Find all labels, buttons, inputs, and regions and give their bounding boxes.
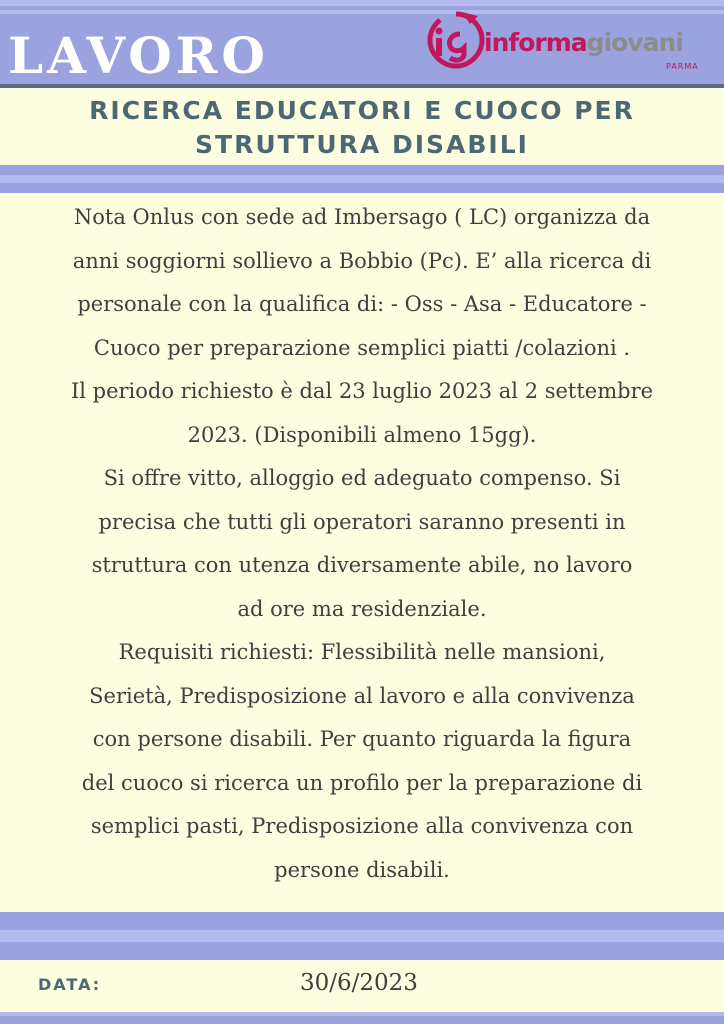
description-line: Si offre vitto, alloggio ed adeguato compenso. Si bbox=[103, 466, 621, 490]
description-line: Nota Onlus con sede ad Imbersago ( LC) organizza da bbox=[73, 205, 651, 229]
description-line: personale con la qualifica di: - Oss - Asa - Educatore - bbox=[77, 292, 647, 316]
band-stripe bbox=[0, 175, 724, 183]
logo-mark-icon bbox=[426, 10, 486, 70]
band-stripe bbox=[0, 930, 724, 942]
job-title bbox=[40, 94, 684, 162]
footer-band bbox=[0, 912, 724, 960]
logo-text-giovani: giovani bbox=[586, 28, 683, 57]
description-line: del cuoco si ricerca un profilo per la preparazione di bbox=[81, 770, 643, 795]
description-line: semplici pasti, Predisposizione alla convivenza con bbox=[90, 814, 634, 838]
description-line: Cuoco per preparazione semplici piatti /colazioni . bbox=[93, 335, 631, 360]
logo-subtext: PARMA bbox=[666, 62, 699, 71]
header-bar bbox=[0, 0, 724, 88]
date-value: 30/6/2023 bbox=[300, 970, 418, 996]
band-stripe bbox=[0, 1012, 724, 1016]
description-line: 2023. (Disponibili almeno 15gg). bbox=[187, 422, 537, 447]
description-line: Serietà, Predisposizione al lavoro e alla convivenza bbox=[89, 683, 635, 708]
job-title-line: STRUTTURA DISABILI bbox=[195, 130, 529, 159]
date-label: DATA: bbox=[38, 975, 102, 994]
description-line: struttura con utenza diversamente abile, no lavoro bbox=[91, 553, 633, 577]
header-stripe bbox=[0, 0, 724, 6]
section-title: LAVORO bbox=[8, 26, 269, 85]
description-line: Il periodo richiesto è dal 23 luglio 2023 al 2 settembre bbox=[70, 379, 654, 403]
informagiovani-logo bbox=[426, 8, 718, 74]
bottom-band bbox=[0, 1012, 724, 1024]
job-description bbox=[14, 196, 710, 892]
description-line: precisa che tutti gli operatori saranno presenti in bbox=[98, 509, 626, 534]
description-line: persone disabili. bbox=[274, 857, 450, 882]
description-line: ad ore ma residenziale. bbox=[237, 596, 487, 621]
description-line: anni soggiorni sollievo a Bobbio (Pc). E’ alla ricerca di bbox=[72, 248, 652, 273]
description-line: con persone disabili. Per quanto riguarda la figura bbox=[92, 727, 632, 751]
logo-wordmark bbox=[484, 28, 683, 57]
logo-text-informa: informa bbox=[484, 28, 587, 57]
description-line: Requisiti richiesti: Flessibilità nelle mansioni, bbox=[118, 640, 606, 664]
title-band bbox=[0, 165, 724, 193]
job-title-line: RICERCA EDUCATORI E CUOCO PER bbox=[89, 96, 635, 125]
